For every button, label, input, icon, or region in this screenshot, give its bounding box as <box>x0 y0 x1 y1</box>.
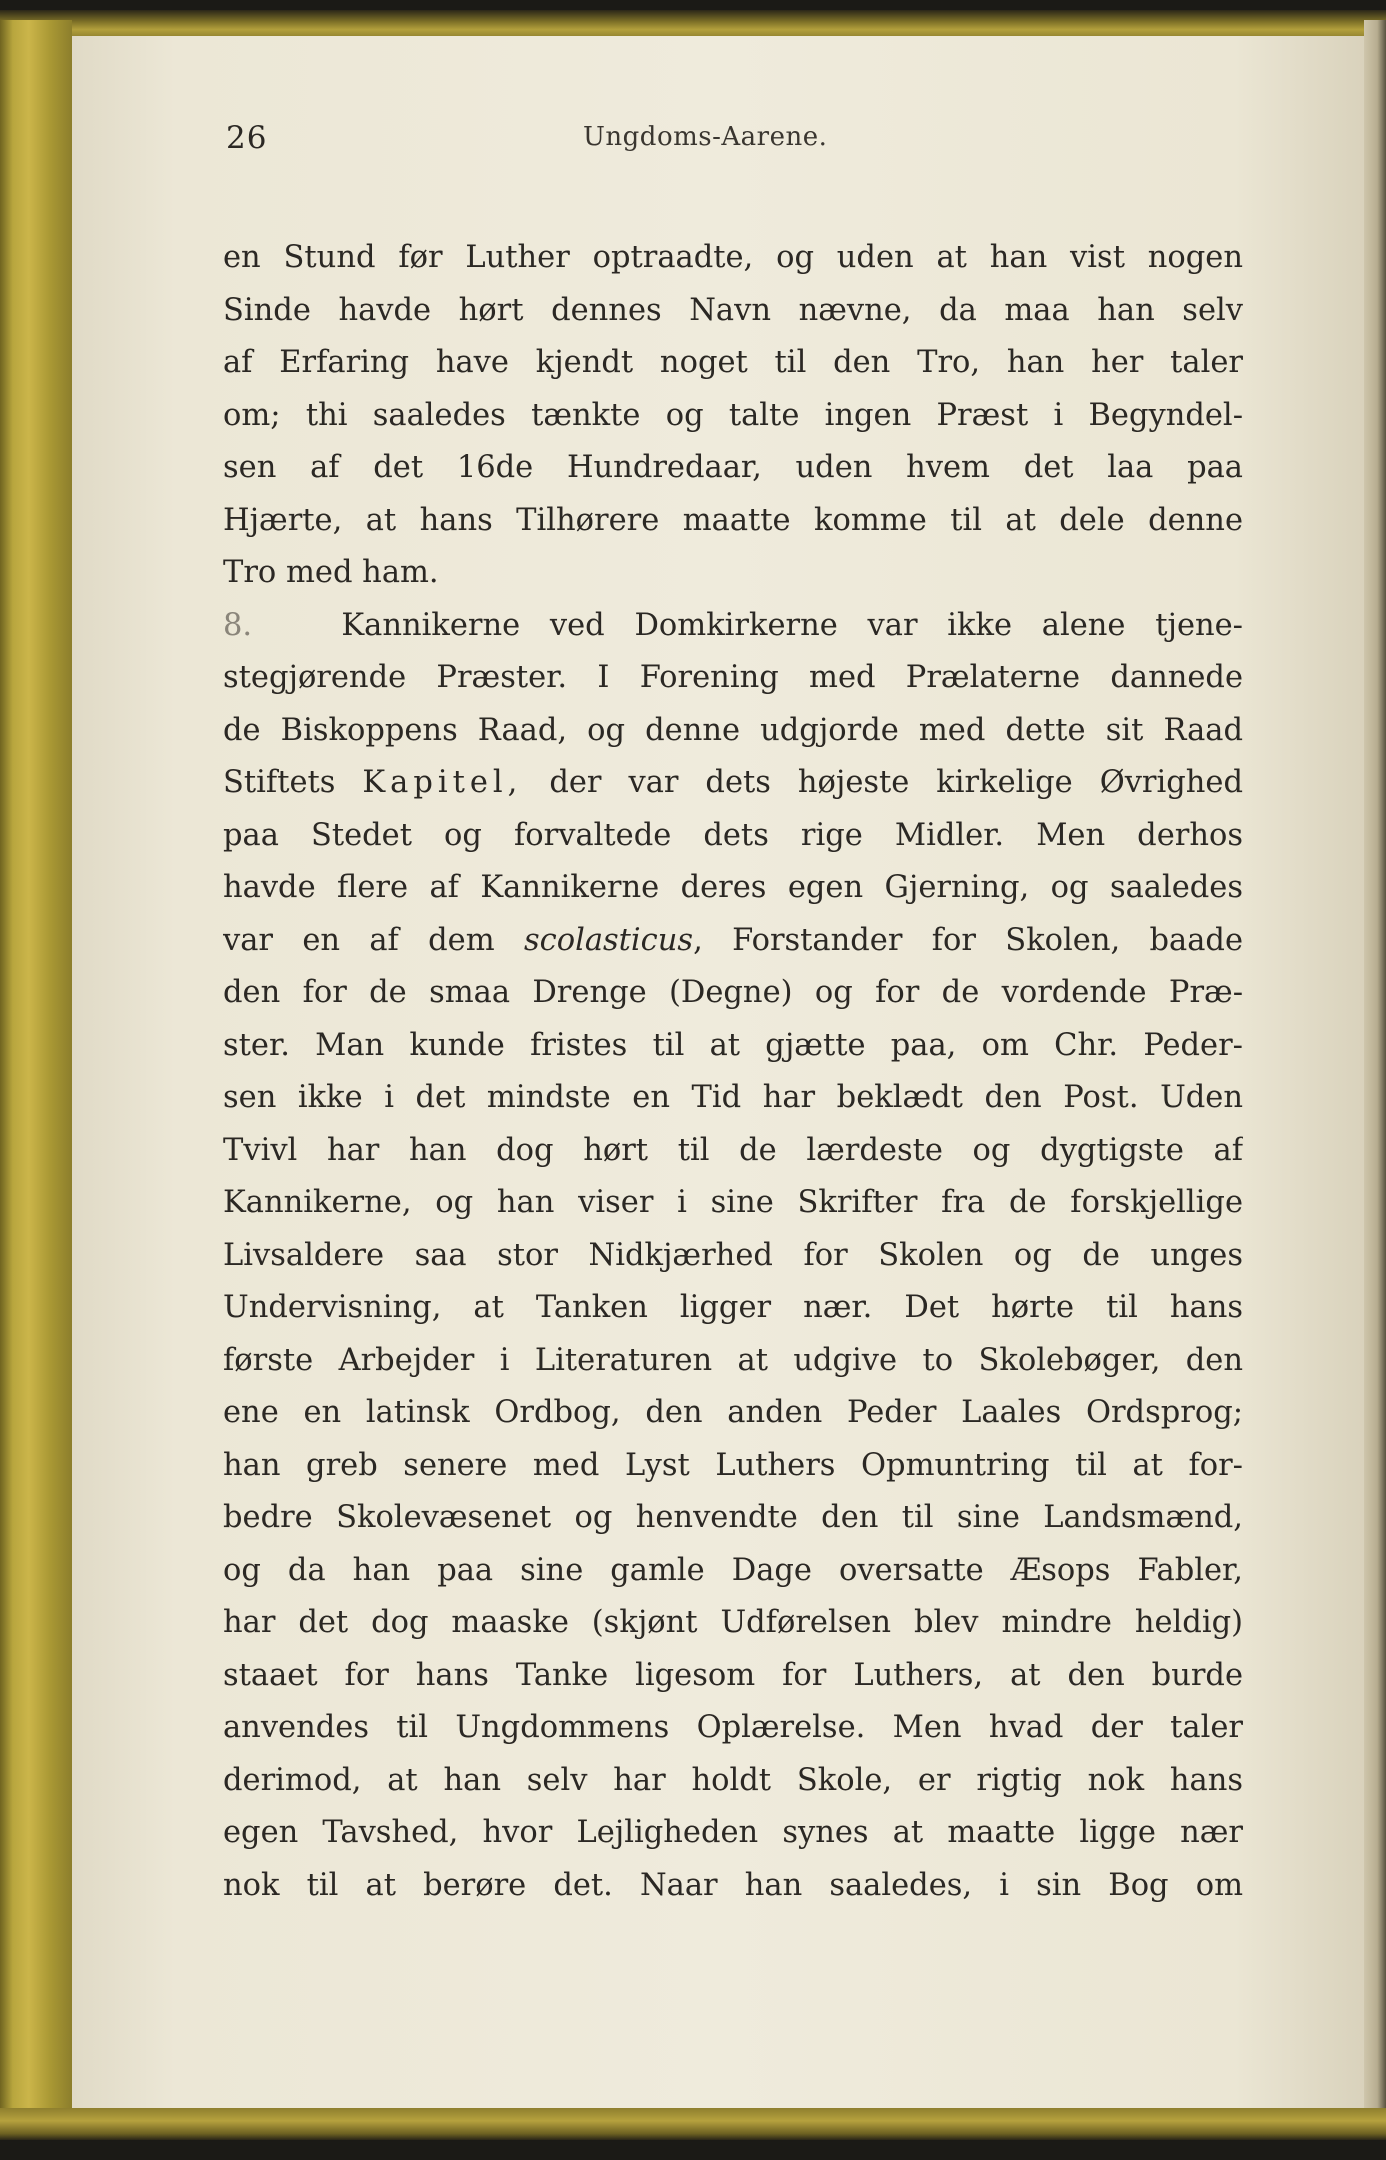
text-line: den for de smaa Drenge (Degne) og for de vordende Præ- <box>223 975 1243 1010</box>
text-fragment: var en af dem <box>223 922 524 958</box>
text-line: ene en latinsk Ordbog, den anden Peder Laales Ordsprog; <box>223 1395 1243 1430</box>
text-line <box>223 757 1243 810</box>
text-fragment: der var dets højeste kirkelige Øvrighed <box>522 765 1243 800</box>
text-line: stegjørende Præster. I Forening med Prælaterne dannede <box>223 660 1243 695</box>
text-line: anvendes til Ungdommens Oplærelse. Men hvad der taler <box>223 1710 1243 1745</box>
text-line: Tro med ham. <box>223 555 439 590</box>
text-fragment: Stiftets <box>223 765 363 800</box>
spaced-term: Kapitel, <box>362 765 523 800</box>
section-number: 8. <box>223 607 253 643</box>
text-line: Livsaldere saa stor Nidkjærhed for Skolen og de unges <box>223 1237 1243 1273</box>
text-line: sen ikke i det mindste en Tid har beklædt den Post. Uden <box>223 1080 1243 1115</box>
page-number: 26 <box>226 120 268 156</box>
text-line: en Stund før Luther optraadte, og uden at han vist nogen <box>223 240 1243 275</box>
book-cover-top-edge <box>0 10 1386 38</box>
text-line: bedre Skolevæsenet og henvendte den til sine Landsmænd, <box>223 1500 1243 1535</box>
page-stack-edge <box>1364 20 1386 2130</box>
text-line: egen Tavshed, hvor Lejligheden synes at maatte ligge nær <box>223 1815 1243 1850</box>
running-title: Ungdoms-Aarene. <box>583 122 828 152</box>
italic-term: scolasticus <box>523 922 694 958</box>
text-line: Hjærte, at hans Tilhørere maatte komme til at dele denne <box>223 502 1243 538</box>
text-line: Tvivl har han dog hørt til de lærdeste og dygtigste af <box>223 1132 1243 1168</box>
text-line: første Arbejder i Literaturen at udgive to Skolebøger, den <box>223 1342 1243 1378</box>
body-text <box>223 232 1243 1912</box>
text-line: har det dog maaske (skjønt Udførelsen blev mindre heldig) <box>223 1605 1243 1640</box>
text-line: havde flere af Kannikerne deres egen Gjerning, og saaledes <box>223 870 1243 905</box>
text-line: paa Stedet og forvaltede dets rige Midler. Men derhos <box>223 817 1243 853</box>
text-line: de Biskoppens Raad, og denne udgjorde med dette sit Raad <box>223 712 1243 748</box>
text-line-section-start <box>223 600 1243 653</box>
text-line: han greb senere med Lyst Luthers Opmuntring til at for- <box>223 1447 1243 1483</box>
text-line: Undervisning, at Tanken ligger nær. Det hørte til hans <box>223 1290 1243 1325</box>
text-line <box>223 915 1243 968</box>
text-line: og da han paa sine gamle Dage oversatte Æsops Fabler, <box>223 1552 1243 1588</box>
text-line: sen af det 16de Hundredaar, uden hvem det laa paa <box>223 450 1243 485</box>
text-line: Sinde havde hørt dennes Navn nævne, da maa han selv <box>223 292 1243 328</box>
text-line: ster. Man kunde fristes til at gjætte paa, om Chr. Peder- <box>223 1027 1243 1063</box>
text-line: om; thi saaledes tænkte og talte ingen Præst i Begyndel- <box>223 397 1243 433</box>
book-cover-left-edge <box>0 20 72 2140</box>
text-line: staaet for hans Tanke ligesom for Luthers, at den burde <box>223 1657 1243 1693</box>
book-cover-bottom-edge <box>0 2108 1386 2140</box>
text-line: derimod, at han selv har holdt Skole, er rigtig nok hans <box>223 1762 1243 1798</box>
text-line: af Erfaring have kjendt noget til den Tro, han her taler <box>223 345 1243 380</box>
text-line: nok til at berøre det. Naar han saaledes, i sin Bog om <box>223 1867 1243 1903</box>
text-fragment: Kannikerne ved Domkirkerne var ikke alene tjene- <box>341 607 1243 643</box>
text-fragment: , Forstander for Skolen, baade <box>693 922 1243 958</box>
text-line: Kannikerne, og han viser i sine Skrifter fra de forskjellige <box>223 1185 1243 1220</box>
